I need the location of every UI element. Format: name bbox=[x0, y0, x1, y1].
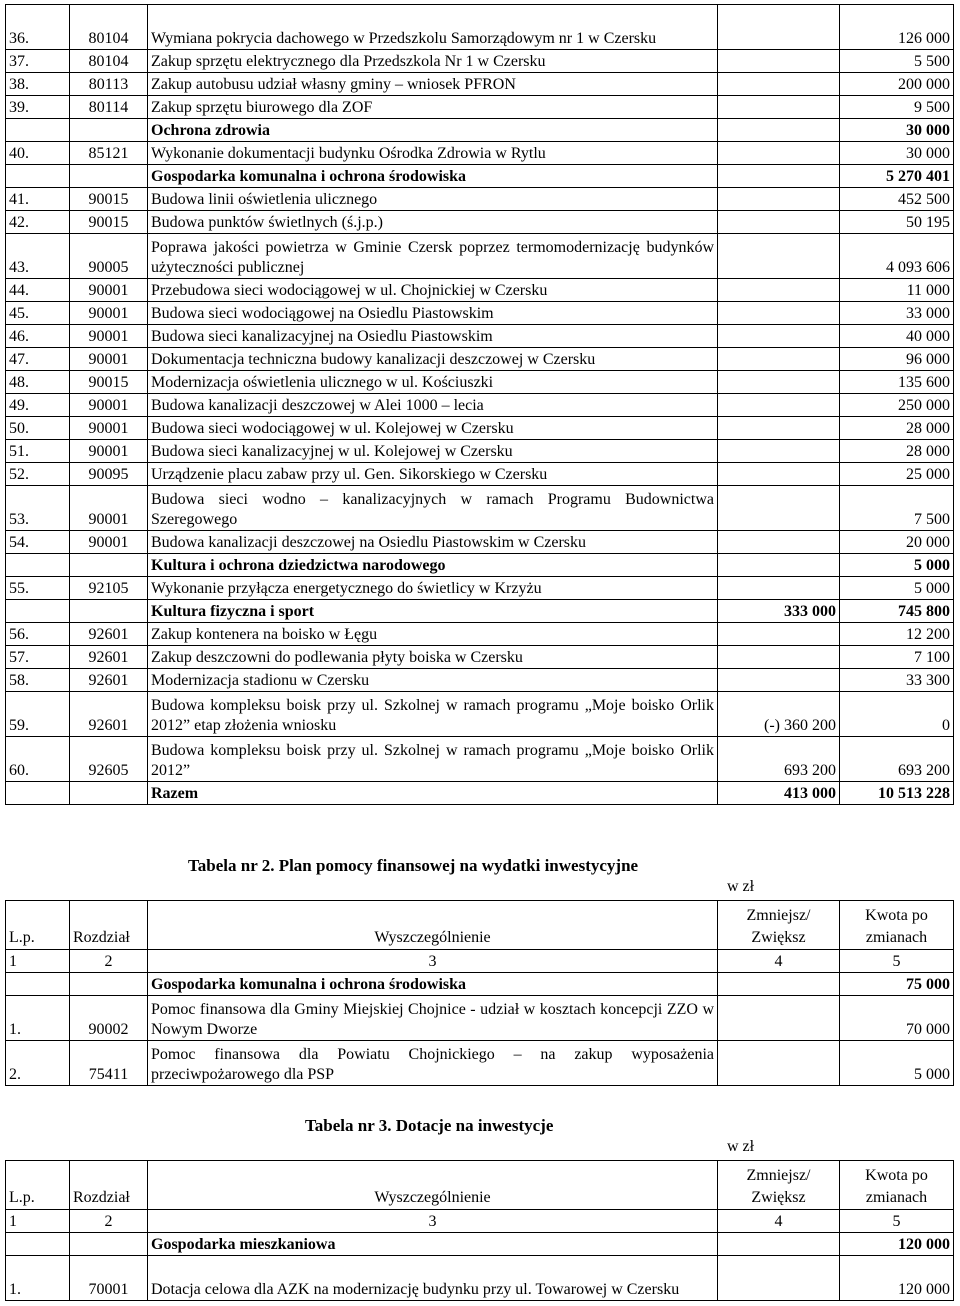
table-row bbox=[6, 996, 954, 1041]
financial-aid-table bbox=[5, 900, 954, 1086]
row-change bbox=[718, 142, 840, 165]
row-amount: 5 000 bbox=[840, 1041, 954, 1086]
col-number: 2 bbox=[70, 950, 148, 973]
row-amount: 70 000 bbox=[840, 996, 954, 1041]
header-kwota: Kwota po zmianach bbox=[840, 1161, 954, 1210]
header-opis: Wyszczególnienie bbox=[148, 1161, 718, 1210]
table-row bbox=[6, 5, 954, 50]
row-change bbox=[718, 646, 840, 669]
table-row bbox=[6, 1041, 954, 1086]
row-number: 50. bbox=[6, 417, 70, 440]
row-amount: 12 200 bbox=[840, 623, 954, 646]
row-description: Gospodarka komunalna i ochrona środowiska bbox=[148, 165, 718, 188]
row-chapter: 90001 bbox=[70, 325, 148, 348]
row-number: 56. bbox=[6, 623, 70, 646]
row-chapter: 80104 bbox=[70, 5, 148, 50]
table-row bbox=[6, 234, 954, 279]
row-description: Budowa punktów świetlnych (ś.j.p.) bbox=[148, 211, 718, 234]
row-amount: 4 093 606 bbox=[840, 234, 954, 279]
row-amount: 9 500 bbox=[840, 96, 954, 119]
row-description: Pomoc finansowa dla Gminy Miejskiej Chojnice - udział w kosztach koncepcji ZZO w Nowym Dworze bbox=[148, 996, 718, 1041]
row-number bbox=[6, 782, 70, 805]
row-chapter: 90001 bbox=[70, 440, 148, 463]
row-amount: 96 000 bbox=[840, 348, 954, 371]
row-description: Gospodarka komunalna i ochrona środowiska bbox=[148, 973, 718, 996]
row-change bbox=[718, 234, 840, 279]
row-chapter: 70001 bbox=[70, 1256, 148, 1301]
row-change bbox=[718, 394, 840, 417]
row-change: 693 200 bbox=[718, 737, 840, 782]
row-chapter bbox=[70, 165, 148, 188]
row-chapter: 90015 bbox=[70, 188, 148, 211]
table-row bbox=[6, 486, 954, 531]
row-description: Gospodarka mieszkaniowa bbox=[148, 1233, 718, 1256]
row-amount: 25 000 bbox=[840, 463, 954, 486]
row-chapter: 90001 bbox=[70, 302, 148, 325]
row-description: Kultura i ochrona dziedzictwa narodowego bbox=[148, 554, 718, 577]
row-change bbox=[718, 577, 840, 600]
row-chapter bbox=[70, 1233, 148, 1256]
row-description: Budowa kanalizacji deszczowej w Alei 1000 – lecia bbox=[148, 394, 718, 417]
row-description: Budowa kompleksu boisk przy ul. Szkolnej w ramach programu „Moje boisko Orlik 2012” bbox=[148, 737, 718, 782]
row-description: Budowa kanalizacji deszczowej na Osiedlu Piastowskim w Czersku bbox=[148, 531, 718, 554]
row-number: 52. bbox=[6, 463, 70, 486]
row-description: Modernizacja oświetlenia ulicznego w ul. Kościuszki bbox=[148, 371, 718, 394]
row-change bbox=[718, 417, 840, 440]
section-row bbox=[6, 973, 954, 996]
col-number: 5 bbox=[840, 950, 954, 973]
table3-number-row bbox=[6, 1210, 954, 1233]
row-change bbox=[718, 96, 840, 119]
row-amount: 200 000 bbox=[840, 73, 954, 96]
table-row bbox=[6, 440, 954, 463]
row-amount: 30 000 bbox=[840, 142, 954, 165]
row-chapter: 90015 bbox=[70, 211, 148, 234]
col-number: 1 bbox=[6, 950, 70, 973]
table-row bbox=[6, 531, 954, 554]
row-description: Zakup deszczowni do podlewania płyty boiska w Czersku bbox=[148, 646, 718, 669]
table-row bbox=[6, 188, 954, 211]
row-number: 36. bbox=[6, 5, 70, 50]
row-amount: 20 000 bbox=[840, 531, 954, 554]
row-description: Razem bbox=[148, 782, 718, 805]
table-row bbox=[6, 325, 954, 348]
row-change bbox=[718, 463, 840, 486]
row-description: Budowa sieci wodno – kanalizacyjnych w ramach Programu Budownictwa Szeregowego bbox=[148, 486, 718, 531]
row-change bbox=[718, 371, 840, 394]
row-change: 413 000 bbox=[718, 782, 840, 805]
row-chapter: 92601 bbox=[70, 623, 148, 646]
row-amount: 693 200 bbox=[840, 737, 954, 782]
row-description: Budowa linii oświetlenia ulicznego bbox=[148, 188, 718, 211]
row-chapter: 90001 bbox=[70, 486, 148, 531]
table3-title: Tabela nr 3. Dotacje na inwestycje bbox=[305, 1116, 554, 1135]
row-number: 57. bbox=[6, 646, 70, 669]
row-number: 2. bbox=[6, 1041, 70, 1086]
row-amount: 7 500 bbox=[840, 486, 954, 531]
row-description: Urządzenie placu zabaw przy ul. Gen. Sikorskiego w Czersku bbox=[148, 463, 718, 486]
row-chapter: 92601 bbox=[70, 692, 148, 737]
row-number: 47. bbox=[6, 348, 70, 371]
row-chapter bbox=[70, 554, 148, 577]
header-zmniejsz: Zmniejsz/ Zwiększ bbox=[718, 901, 840, 950]
header-rozdzial: Rozdział bbox=[70, 901, 148, 950]
row-number: 58. bbox=[6, 669, 70, 692]
row-description: Pomoc finansowa dla Powiatu Chojnickiego – na zakup wyposażenia przeciwpożarowego dla PSP bbox=[148, 1041, 718, 1086]
header-rozdzial: Rozdział bbox=[70, 1161, 148, 1210]
table-row bbox=[6, 577, 954, 600]
table2-title: Tabela nr 2. Plan pomocy finansowej na wydatki inwestycyjne bbox=[188, 856, 639, 875]
row-chapter: 80104 bbox=[70, 50, 148, 73]
row-description: Budowa sieci wodociągowej w ul. Kolejowej w Czersku bbox=[148, 417, 718, 440]
row-number: 38. bbox=[6, 73, 70, 96]
row-chapter: 92605 bbox=[70, 737, 148, 782]
row-number: 37. bbox=[6, 50, 70, 73]
row-number: 48. bbox=[6, 371, 70, 394]
row-change bbox=[718, 165, 840, 188]
row-change bbox=[718, 669, 840, 692]
row-chapter bbox=[70, 600, 148, 623]
section-row bbox=[6, 600, 954, 623]
row-change bbox=[718, 302, 840, 325]
row-amount: 745 800 bbox=[840, 600, 954, 623]
row-chapter bbox=[70, 973, 148, 996]
row-description: Budowa sieci kanalizacyjnej w ul. Kolejowej w Czersku bbox=[148, 440, 718, 463]
table-row bbox=[6, 646, 954, 669]
row-number: 45. bbox=[6, 302, 70, 325]
row-chapter bbox=[70, 782, 148, 805]
table-row bbox=[6, 142, 954, 165]
row-amount: 10 513 228 bbox=[840, 782, 954, 805]
row-chapter: 90001 bbox=[70, 279, 148, 302]
row-description: Budowa sieci wodociągowej na Osiedlu Piastowskim bbox=[148, 302, 718, 325]
table-row bbox=[6, 73, 954, 96]
table-row bbox=[6, 348, 954, 371]
row-description: Wykonanie dokumentacji budynku Ośrodka Zdrowia w Rytlu bbox=[148, 142, 718, 165]
row-number bbox=[6, 554, 70, 577]
row-description: Zakup sprzętu biurowego dla ZOF bbox=[148, 96, 718, 119]
header-zmniejsz: Zmniejsz/ Zwiększ bbox=[718, 1161, 840, 1210]
row-change: (-) 360 200 bbox=[718, 692, 840, 737]
row-description: Budowa sieci kanalizacyjnej na Osiedlu Piastowskim bbox=[148, 325, 718, 348]
table-row bbox=[6, 302, 954, 325]
table-row bbox=[6, 211, 954, 234]
col-number: 4 bbox=[718, 1210, 840, 1233]
row-amount: 28 000 bbox=[840, 417, 954, 440]
row-number bbox=[6, 1233, 70, 1256]
row-amount: 33 300 bbox=[840, 669, 954, 692]
col-number: 5 bbox=[840, 1210, 954, 1233]
row-number: 51. bbox=[6, 440, 70, 463]
row-chapter: 92601 bbox=[70, 669, 148, 692]
row-number: 40. bbox=[6, 142, 70, 165]
row-change bbox=[718, 325, 840, 348]
row-change bbox=[718, 973, 840, 996]
row-chapter: 80114 bbox=[70, 96, 148, 119]
row-change bbox=[718, 1041, 840, 1086]
row-number: 1. bbox=[6, 1256, 70, 1301]
row-description: Dotacja celowa dla AZK na modernizację budynku przy ul. Towarowej w Czersku bbox=[148, 1256, 718, 1301]
row-amount: 5 000 bbox=[840, 577, 954, 600]
row-amount: 5 000 bbox=[840, 554, 954, 577]
investment-table-continued bbox=[5, 4, 954, 805]
row-change bbox=[718, 73, 840, 96]
row-description: Modernizacja stadionu w Czersku bbox=[148, 669, 718, 692]
row-chapter: 92601 bbox=[70, 646, 148, 669]
table-row bbox=[6, 50, 954, 73]
row-chapter: 90002 bbox=[70, 996, 148, 1041]
row-amount: 452 500 bbox=[840, 188, 954, 211]
row-change bbox=[718, 554, 840, 577]
header-kwota: Kwota po zmianach bbox=[840, 901, 954, 950]
table-row bbox=[6, 371, 954, 394]
col-number: 3 bbox=[148, 950, 718, 973]
row-change bbox=[718, 211, 840, 234]
row-description: Zakup autobusu udział własny gminy – wniosek PFRON bbox=[148, 73, 718, 96]
table-row bbox=[6, 96, 954, 119]
table2-unit: w zł bbox=[727, 878, 755, 895]
row-number: 42. bbox=[6, 211, 70, 234]
row-chapter: 80113 bbox=[70, 73, 148, 96]
row-description: Kultura fizyczna i sport bbox=[148, 600, 718, 623]
table-row bbox=[6, 463, 954, 486]
row-change bbox=[718, 119, 840, 142]
row-number: 59. bbox=[6, 692, 70, 737]
section-row bbox=[6, 554, 954, 577]
col-number: 1 bbox=[6, 1210, 70, 1233]
row-description: Zakup kontenera na boisko w Łęgu bbox=[148, 623, 718, 646]
table3-unit: w zł bbox=[727, 1138, 755, 1155]
row-chapter: 90001 bbox=[70, 348, 148, 371]
row-change bbox=[718, 50, 840, 73]
table-row bbox=[6, 1256, 954, 1301]
section-row bbox=[6, 1233, 954, 1256]
row-amount: 126 000 bbox=[840, 5, 954, 50]
row-description: Dokumentacja techniczna budowy kanalizacji deszczowej w Czersku bbox=[148, 348, 718, 371]
row-change bbox=[718, 1256, 840, 1301]
row-chapter: 90001 bbox=[70, 417, 148, 440]
row-amount: 30 000 bbox=[840, 119, 954, 142]
row-chapter: 90005 bbox=[70, 234, 148, 279]
row-description: Ochrona zdrowia bbox=[148, 119, 718, 142]
row-description: Przebudowa sieci wodociągowej w ul. Chojnickiej w Czersku bbox=[148, 279, 718, 302]
row-description: Poprawa jakości powietrza w Gminie Czersk poprzez termomodernizację budynków użyteczności publicznej bbox=[148, 234, 718, 279]
row-number bbox=[6, 973, 70, 996]
col-number: 3 bbox=[148, 1210, 718, 1233]
row-amount: 7 100 bbox=[840, 646, 954, 669]
row-change bbox=[718, 996, 840, 1041]
row-number bbox=[6, 165, 70, 188]
row-chapter: 75411 bbox=[70, 1041, 148, 1086]
row-number: 49. bbox=[6, 394, 70, 417]
row-change bbox=[718, 440, 840, 463]
row-description: Wymiana pokrycia dachowego w Przedszkolu Samorządowym nr 1 w Czersku bbox=[148, 5, 718, 50]
row-amount: 50 195 bbox=[840, 211, 954, 234]
header-lp: L.p. bbox=[6, 901, 70, 950]
table-row bbox=[6, 669, 954, 692]
col-number: 2 bbox=[70, 1210, 148, 1233]
row-number: 54. bbox=[6, 531, 70, 554]
investment-subsidies-table bbox=[5, 1160, 954, 1301]
row-amount: 250 000 bbox=[840, 394, 954, 417]
table-row bbox=[6, 279, 954, 302]
row-amount: 135 600 bbox=[840, 371, 954, 394]
row-number: 39. bbox=[6, 96, 70, 119]
row-number: 44. bbox=[6, 279, 70, 302]
row-change bbox=[718, 188, 840, 211]
table-row bbox=[6, 692, 954, 737]
row-number: 55. bbox=[6, 577, 70, 600]
row-amount: 33 000 bbox=[840, 302, 954, 325]
row-chapter: 90015 bbox=[70, 371, 148, 394]
row-chapter: 92105 bbox=[70, 577, 148, 600]
row-number: 60. bbox=[6, 737, 70, 782]
row-change bbox=[718, 623, 840, 646]
row-number: 1. bbox=[6, 996, 70, 1041]
table-row bbox=[6, 623, 954, 646]
row-change bbox=[718, 279, 840, 302]
row-amount: 28 000 bbox=[840, 440, 954, 463]
table-row bbox=[6, 394, 954, 417]
row-change bbox=[718, 1233, 840, 1256]
row-number bbox=[6, 119, 70, 142]
row-amount: 0 bbox=[840, 692, 954, 737]
table-row bbox=[6, 737, 954, 782]
row-change: 333 000 bbox=[718, 600, 840, 623]
row-chapter: 90095 bbox=[70, 463, 148, 486]
row-number bbox=[6, 600, 70, 623]
row-change bbox=[718, 348, 840, 371]
row-description: Budowa kompleksu boisk przy ul. Szkolnej w ramach programu „Moje boisko Orlik 2012” etap złożenia wniosku bbox=[148, 692, 718, 737]
table-row bbox=[6, 417, 954, 440]
table2-number-row bbox=[6, 950, 954, 973]
row-amount: 40 000 bbox=[840, 325, 954, 348]
row-description: Wykonanie przyłącza energetycznego do świetlicy w Krzyżu bbox=[148, 577, 718, 600]
row-chapter: 90001 bbox=[70, 531, 148, 554]
row-chapter bbox=[70, 119, 148, 142]
row-number: 53. bbox=[6, 486, 70, 531]
section-row bbox=[6, 782, 954, 805]
row-amount: 120 000 bbox=[840, 1233, 954, 1256]
row-number: 46. bbox=[6, 325, 70, 348]
row-amount: 75 000 bbox=[840, 973, 954, 996]
row-number: 41. bbox=[6, 188, 70, 211]
row-chapter: 85121 bbox=[70, 142, 148, 165]
header-opis: Wyszczególnienie bbox=[148, 901, 718, 950]
table3-header-row bbox=[6, 1161, 954, 1210]
row-change bbox=[718, 531, 840, 554]
row-amount: 120 000 bbox=[840, 1256, 954, 1301]
table2-header-row bbox=[6, 901, 954, 950]
row-change bbox=[718, 5, 840, 50]
row-description: Zakup sprzętu elektrycznego dla Przedszkola Nr 1 w Czersku bbox=[148, 50, 718, 73]
row-amount: 11 000 bbox=[840, 279, 954, 302]
section-row bbox=[6, 119, 954, 142]
col-number: 4 bbox=[718, 950, 840, 973]
row-number: 43. bbox=[6, 234, 70, 279]
row-amount: 5 270 401 bbox=[840, 165, 954, 188]
section-row bbox=[6, 165, 954, 188]
row-amount: 5 500 bbox=[840, 50, 954, 73]
header-lp: L.p. bbox=[6, 1161, 70, 1210]
row-change bbox=[718, 486, 840, 531]
row-chapter: 90001 bbox=[70, 394, 148, 417]
